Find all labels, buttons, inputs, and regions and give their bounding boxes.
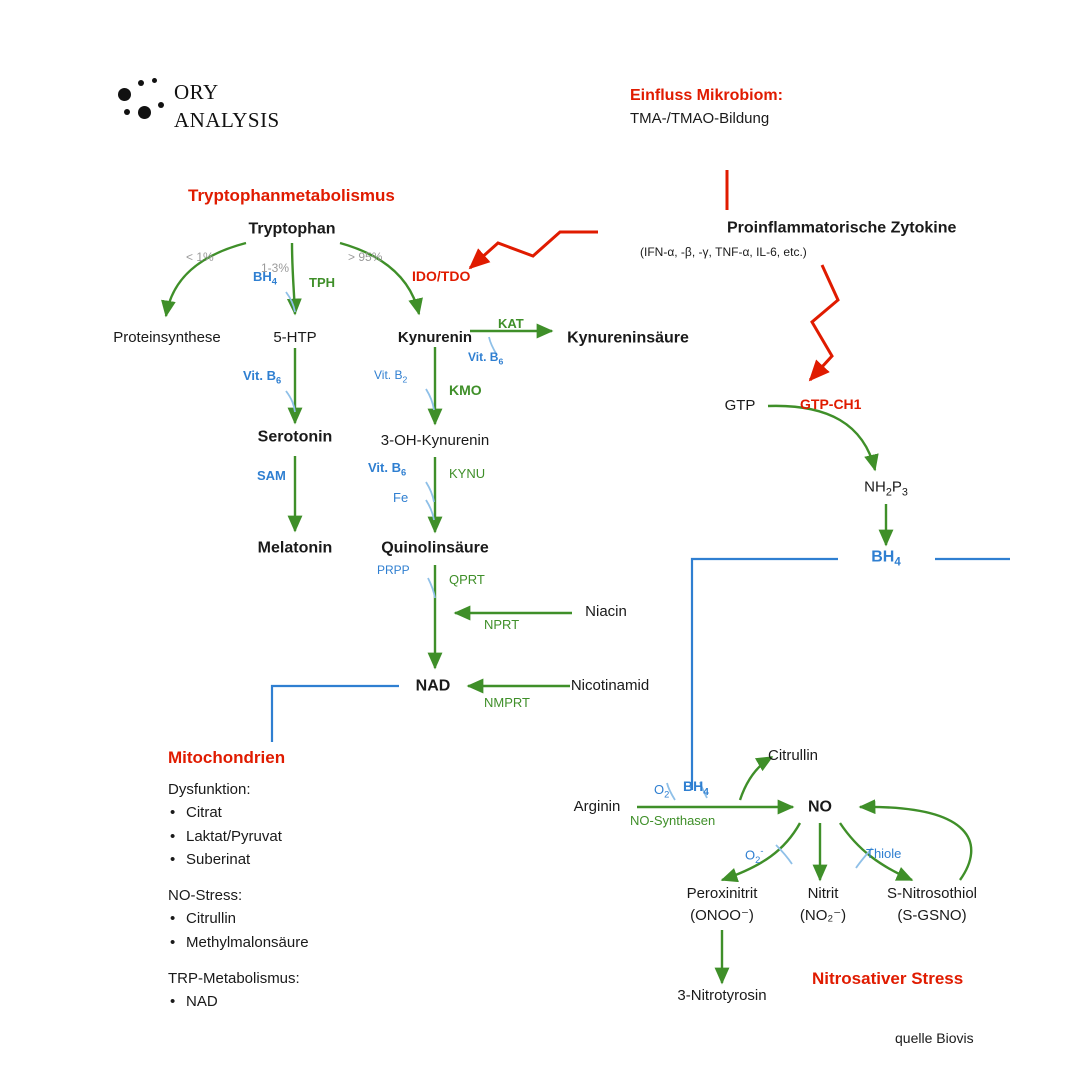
enzyme-no-synthasen: NO-Synthasen xyxy=(630,813,716,828)
label-percent-lt1: < 1% xyxy=(186,250,214,264)
list-item: • NAD xyxy=(168,990,300,1013)
node-tryptophan: Tryptophan xyxy=(248,220,336,238)
node-niacin: Niacin xyxy=(585,603,627,620)
cofactor-thiole: Thiole xyxy=(866,846,902,861)
cofactor-superoxide: $O_2^-$ xyxy=(745,846,764,865)
enzyme-ido-tdo: IDO/TDO xyxy=(412,268,471,284)
enzyme-gtp-ch1: GTP-CH1 xyxy=(800,396,862,412)
enzyme-tph: TPH xyxy=(309,275,335,290)
node-citrullin: Citrullin xyxy=(767,747,819,764)
cofactor-fe: Fe xyxy=(393,490,409,505)
logo-line-1: ORY xyxy=(174,80,219,104)
node-arginin: Arginin xyxy=(573,798,621,815)
cofactor-vitb6-kat: Vit. $B_6$ xyxy=(468,350,504,367)
logo-line-2: ANALYSIS xyxy=(174,108,280,133)
node-peroxinitrit: Peroxinitrit xyxy=(686,885,758,902)
cofactor-bh4-left: $BH_4$ xyxy=(253,269,277,287)
enzyme-nmprt: NMPRT xyxy=(484,695,530,710)
node-3-oh-kynurenin: 3-OH-Kynurenin xyxy=(380,432,490,449)
node-melatonin: Melatonin xyxy=(257,539,333,557)
node-nitrit-formula: (NO₂⁻) xyxy=(799,907,847,924)
section-title-dysfunktion: Dysfunktion: xyxy=(168,781,251,798)
node-nitrit: Nitrit xyxy=(807,885,839,902)
node-gtp: GTP xyxy=(724,397,756,414)
enzyme-kat: KAT xyxy=(498,316,524,331)
node-no: NO xyxy=(808,798,832,816)
node-nh2p3: $NH_2P_3$ xyxy=(864,478,908,499)
label-percent-gt95: > 95% xyxy=(348,250,383,264)
node-quinolinsaeure: Quinolinsäure xyxy=(381,539,489,557)
section-title-no-stress: NO-Stress: xyxy=(168,887,243,904)
enzyme-qprt: QPRT xyxy=(449,572,485,587)
logo-text xyxy=(174,78,280,135)
cofactor-bh4-no: $BH_4$ xyxy=(683,778,709,798)
node-5-htp: 5-HTP xyxy=(273,329,317,346)
cofactor-vitb6-serotonin: Vit. $B_6$ xyxy=(243,368,282,386)
cofactor-vitb6-kynu: Vit. $B_6$ xyxy=(368,460,407,478)
cofactor-sam: SAM xyxy=(257,468,286,483)
cofactor-o2: $O_2$ xyxy=(654,782,670,800)
cofactor-prpp: PRPP xyxy=(377,563,410,577)
source-caption: quelle Biovis xyxy=(895,1030,974,1046)
mitochondria-section-no-stress xyxy=(168,884,309,954)
node-kynurenin: Kynurenin xyxy=(397,329,473,346)
list-item: • Citrat xyxy=(168,801,282,824)
list-item: • Citrullin xyxy=(168,907,309,930)
microbiome-subtitle: TMA-/TMAO-Bildung xyxy=(630,110,770,127)
heading-nitrosative-stress: Nitrosativer Stress xyxy=(812,969,964,988)
node-nad: NAD xyxy=(415,677,451,695)
section-title-trp: TRP-Metabolismus: xyxy=(168,970,300,987)
node-s-nitrosothiol: S-Nitrosothiol xyxy=(886,885,978,902)
node-peroxinitrit-formula: (ONOO⁻) xyxy=(690,907,754,924)
heading-tryptophan-metabolism: Tryptophanmetabolismus xyxy=(188,186,395,205)
node-nicotinamid: Nicotinamid xyxy=(570,677,650,694)
node-kynureninsaeure: Kynureninsäure xyxy=(567,329,689,347)
heading-mitochondria: Mitochondrien xyxy=(168,748,286,767)
node-proteinsynthese: Proteinsynthese xyxy=(113,329,221,346)
node-cytokines: Proinflammatorische Zytokine xyxy=(727,219,957,237)
enzyme-nprt: NPRT xyxy=(484,617,520,632)
enzyme-kynu: KYNU xyxy=(449,466,486,481)
logo-dots-icon xyxy=(118,76,168,128)
cofactor-vitb2: Vit. $B_2$ xyxy=(374,368,408,385)
node-serotonin: Serotonin xyxy=(257,428,333,446)
enzyme-kmo: KMO xyxy=(449,382,482,398)
heading-microbiome: Einfluss Mikrobiom: xyxy=(630,87,783,104)
node-cytokines-sub: (IFN-α, -β, -γ, TNF-α, IL-6, etc.) xyxy=(640,245,807,259)
node-s-nitrosothiol-formula: (S-GSNO) xyxy=(897,907,967,924)
list-item: • Methylmalonsäure xyxy=(168,931,309,954)
mitochondria-section-trp xyxy=(168,967,300,1014)
label-percent-1-3: 1-3% xyxy=(261,261,290,275)
node-3-nitrotyrosin: 3-Nitrotyrosin xyxy=(677,987,767,1004)
node-bh4-right: $BH_4$ xyxy=(871,548,901,569)
list-item: • Laktat/Pyruvat xyxy=(168,825,282,848)
mitochondria-section-dysfunktion xyxy=(168,778,282,871)
list-item: • Suberinat xyxy=(168,848,282,871)
